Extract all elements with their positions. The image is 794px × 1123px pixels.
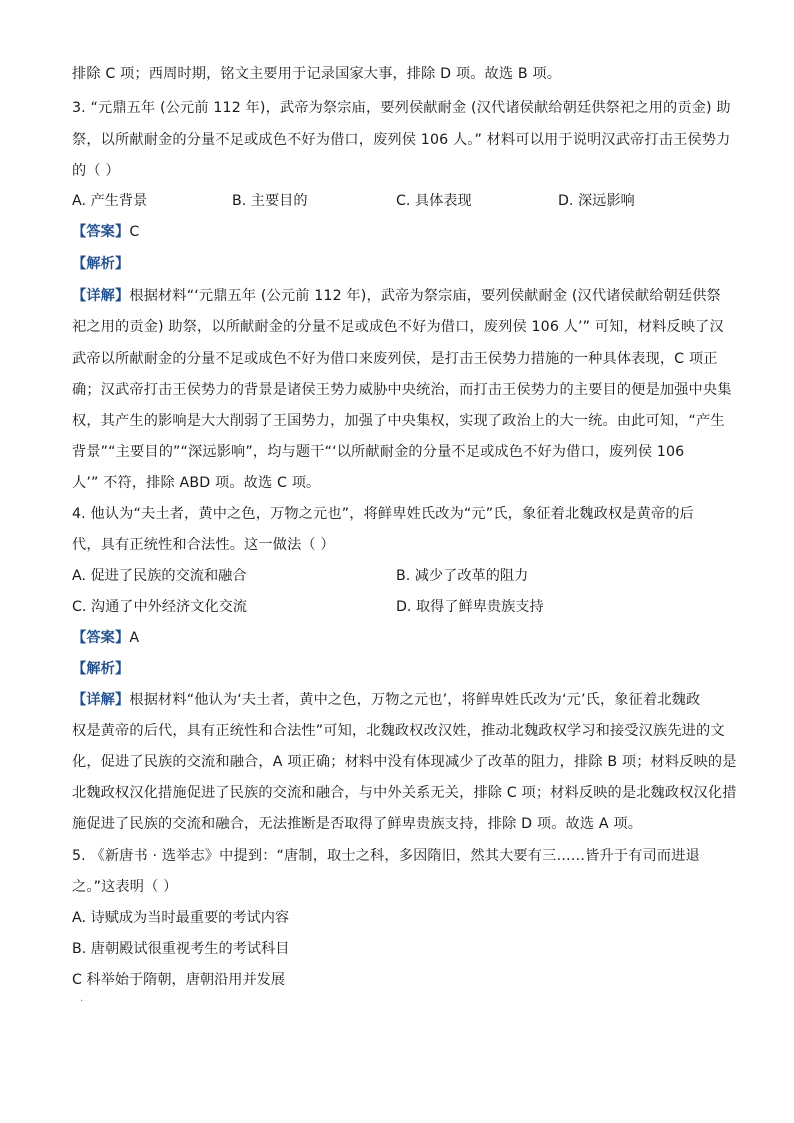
prev-analysis-continuation: 排除 C 项；西周时期，铭文主要用于记录国家大事，排除 D 项。故选 B 项。 [72,66,562,82]
q3-option-d: D. 深远影响 [558,193,635,209]
q3-answer: C [129,224,140,240]
q4-detail-line: 权是黄帝的后代，具有正统性和合法性”可知，北魏政权改汉姓，推动北魏政权学习和接受汉族先进的文 [72,723,725,739]
q4-detail-text: 根据材料“他认为‘夫土者，黄中之色，万物之元也’，将鲜卑姓氏改为‘元’氏，象征着北魏政 [129,692,701,708]
q3-analysis-line [72,254,722,274]
q3-stem-line: 的（ ） [72,163,120,179]
q3-detail-line: 武帝以所献耐金的分量不足或成色不好为借口来废列侯，是打击王侯势力措施的一种具体表现，C 项正 [72,351,718,367]
q4-option-b: B. 减少了改革的阻力 [396,568,529,584]
q5-option-b: B. 唐朝殿试很重视考生的考试科目 [72,941,290,957]
q3-detail-text: 根据材料“‘元鼎五年 (公元前 112 年)，武帝为祭宗庙，要列侯献耐金 (汉代诸侯献给朝廷供祭 [129,288,721,304]
q3-option-b: B. 主要目的 [232,193,308,209]
q5-stem-line: 之。”这表明（ ） [72,879,178,895]
q3-stem-line: 3. “元鼎五年 (公元前 112 年)，武帝为祭宗庙，要列侯献耐金 (汉代诸侯献给朝廷供祭祀之用的贡金) 助 [72,100,731,116]
q4-stem-line: 4. 他认为“夫土者，黄中之色，万物之元也”，将鲜卑姓氏改为“元”氏，象征着北魏政权是黄帝的后 [72,506,694,522]
q4-option-a: A. 促进了民族的交流和融合 [72,568,247,584]
q3-detail-line: 权，其产生的影响是大大削弱了王国势力，加强了中央集权，实现了政治上的大一统。由此可知，“产生 [72,413,725,429]
answer-tag: 【答案】 [72,224,130,240]
q5-option-c: C 科举始于隋朝，唐朝沿用并发展 [72,972,286,988]
analysis-tag: 【解析】 [72,256,130,272]
q4-detail-line [72,690,722,710]
q5-option-a: A. 诗赋成为当时最重要的考试内容 [72,910,290,926]
q3-stem-line: 祭，以所献耐金的分量不足或成色不好为借口，废列侯 106 人。” 材料可以用于说明汉武帝打击王侯势力 [72,132,731,148]
q3-answer-line [72,222,722,242]
q3-detail-line: 祀之用的贡金) 助祭，以所献耐金的分量不足或成色不好为借口，废列侯 106 人’” 可知，材料反映了汉 [72,319,724,335]
stray-dot-mark: · [80,996,84,1007]
detail-tag: 【详解】 [72,288,130,304]
q3-detail-line [72,286,722,306]
q4-detail-line: 北魏政权汉化措施促进了民族的交流和融合，与中外关系无关，排除 C 项；材料反映的是北魏政权汉化措 [72,785,737,801]
q4-stem-line: 代，具有正统性和合法性。这一做法（ ） [72,537,335,553]
detail-tag: 【详解】 [72,692,130,708]
q3-option-a: A. 产生背景 [72,193,148,209]
q3-detail-line: 背景”“主要目的”“深远影响”，均与题干“‘以所献耐金的分量不足或成色不好为借口，废列侯 106 [72,444,685,460]
q4-answer: A [129,630,140,646]
q3-detail-line: 人’” 不符，排除 ABD 项。故选 C 项。 [72,475,321,491]
answer-tag: 【答案】 [72,630,130,646]
q4-analysis-line [72,659,722,679]
q4-detail-line: 化，促进了民族的交流和融合，A 项正确；材料中没有体现减少了改革的阻力，排除 B 项；材料反映的是 [72,754,737,770]
analysis-tag: 【解析】 [72,661,130,677]
q3-detail-line: 确；汉武帝打击王侯势力的背景是诸侯王势力威胁中央统治，而打击王侯势力的主要目的便是加强中央集 [72,382,732,398]
q4-option-d: D. 取得了鲜卑贵族支持 [396,599,544,615]
q4-detail-line: 施促进了民族的交流和融合，无法推断是否取得了鲜卑贵族支持，排除 D 项。故选 A 项。 [72,816,643,832]
q4-answer-line [72,628,722,648]
q3-option-c: C. 具体表现 [396,193,472,209]
q5-stem-line: 5. 《新唐书 · 选举志》中提到：“唐制，取士之科，多因隋旧，然其大要有三……皆升于有司而进退 [72,848,700,864]
q4-option-c: C. 沟通了中外经济文化交流 [72,599,247,615]
